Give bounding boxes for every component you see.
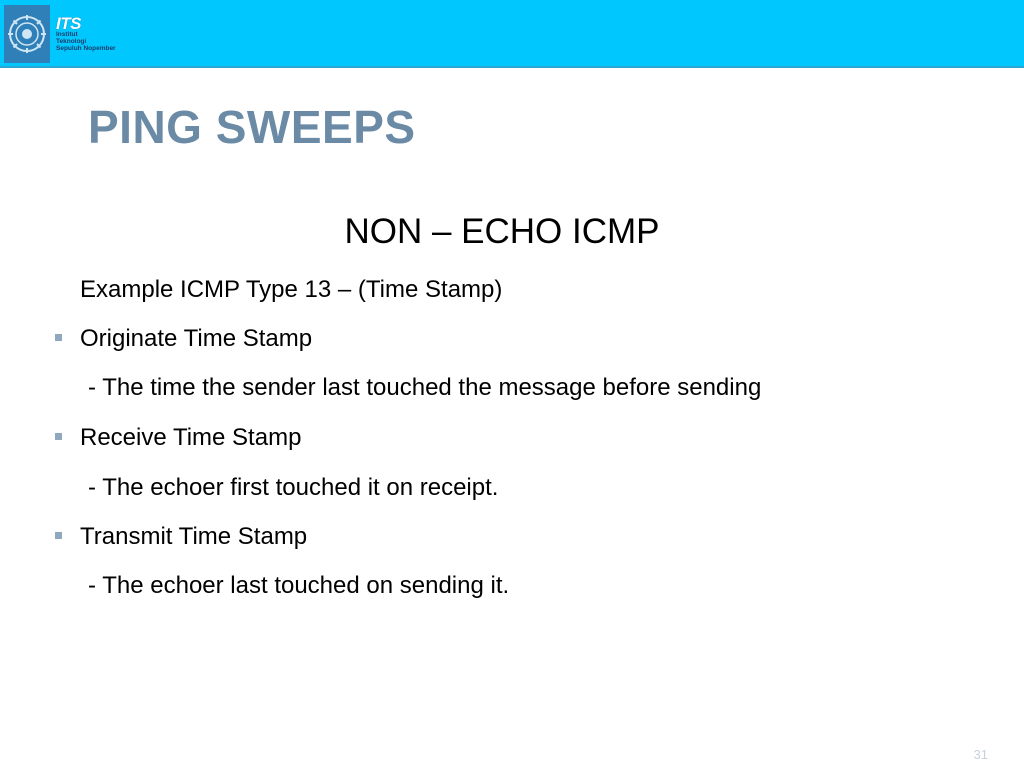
item-heading: Receive Time Stamp — [80, 424, 302, 451]
bullet-icon — [55, 334, 62, 341]
its-logo-text — [56, 15, 116, 52]
item-detail: - The time the sender last touched the message before sending — [88, 374, 762, 401]
item-detail: - The echoer last touched on sending it. — [88, 572, 510, 599]
its-logo-line: Teknologi — [56, 38, 87, 46]
bullet-icon — [55, 532, 62, 539]
slide-subtitle: NON – ECHO ICMP — [344, 212, 660, 251]
item-detail: - The echoer first touched it on receipt. — [88, 474, 499, 501]
its-logo-line: Sepuluh Nopember — [56, 44, 116, 52]
header-band — [0, 0, 1024, 68]
its-emblem-icon — [4, 5, 50, 63]
bullet-icon — [55, 433, 62, 440]
slide-title: PING SWEEPS — [88, 101, 416, 153]
its-logo-line: Institut — [56, 31, 78, 39]
page-number: 31 — [973, 747, 988, 762]
example-line: Example ICMP Type 13 – (Time Stamp) — [80, 276, 503, 303]
item-heading: Transmit Time Stamp — [80, 523, 308, 550]
its-logo-brand: ITS — [56, 14, 81, 34]
item-heading: Originate Time Stamp — [80, 325, 313, 352]
its-logo — [4, 4, 116, 64]
